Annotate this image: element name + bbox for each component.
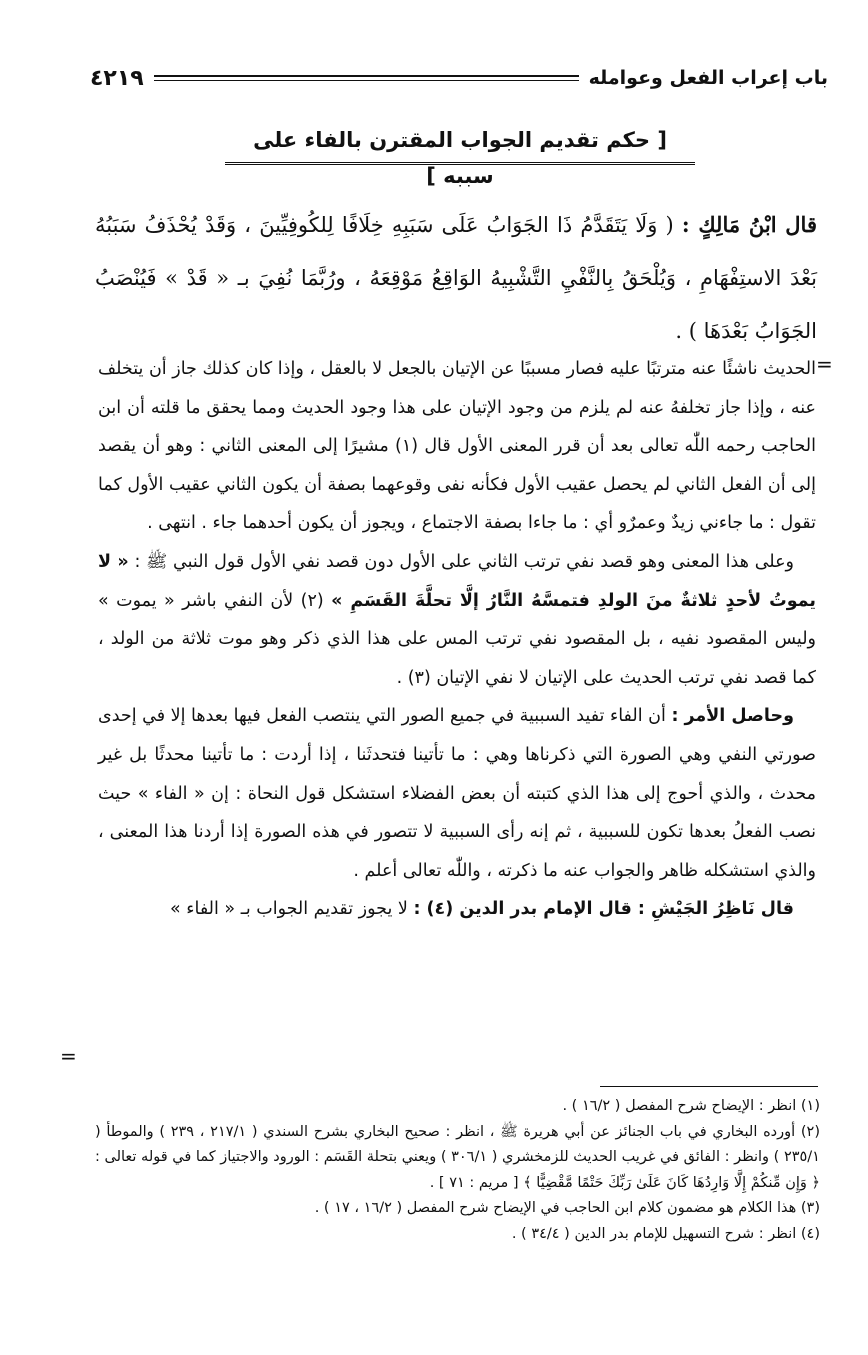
running-title: باب إعراب الفعل وعوامله <box>588 67 828 89</box>
matn-body: ( وَلَا يَتَقَدَّمُ ذَا الجَوَابُ عَلَى سَبَبِهِ خِلَافًا لِلكُوفِيِّينَ ، وَقَدْ يُحْذَفُ سَبَبُهُ بَعْدَ الاستِفْهَامِ ، وَيُلْحَقُ بِالنَّفْيِ التَّشْبِيهُ الوَاقِعُ مَوْقِعَهُ ، ورُبَّمَا نُفِيَ بـ « قَدْ » فَيُنْصَبُ الجَوَابُ بَعْدَهَا ) . <box>95 213 817 343</box>
p2-intro: وعلى هذا المعنى وهو قصد نفي ترتب الثاني على الأول دون قصد نفي الأول قول النبي ﷺ : <box>134 551 794 572</box>
commentary-paragraph-2 <box>98 543 816 697</box>
p3-lead: وحاصل الأمر : <box>671 706 794 727</box>
commentary <box>98 350 816 929</box>
footnote-3: (٣) هذا الكلام هو مضمون كلام ابن الحاجب في الإيضاح شرح المفصل ( ١٦/٢ ، ١٧ ) . <box>314 1200 820 1216</box>
matn-text <box>95 198 817 358</box>
p4-body: لا يجوز تقديم الجواب بـ « الفاء » <box>169 899 408 920</box>
continuation-mark-end: = <box>60 1044 77 1068</box>
p4-lead: قال نَاظِرُ الجَيْشِ : قال الإمام بدر الدين (٤) : <box>413 899 794 920</box>
footnote-1: (١) انظر : الإيضاح شرح المفصل ( ١٦/٢ ) . <box>562 1098 820 1114</box>
footnotes <box>95 1094 820 1247</box>
p3-body: أن الفاء تفيد السببية في جميع الصور التي ينتصب الفعل فيها بعدها إلا في إحدى صورتي النفي وهي الصورة التي ذكرناها وهي : ما تأتينا فتحدثَنا ، إذا أردت : ما تأتينا محدثًا بل غير محدث ، والذي أحوج إلى هذا الذي كتبته أن بعض الفضلاء استشكل قول النحاة : إن « الفاء » حيث نصب الفعلُ بعدها تكون للسببية ، ثم إنه رأى السببية لا تتصور في هذه الصورة إذا أردنا هذا المعنى ، والذي استشكله ظاهر والجواب عنه ما ذكرته ، واللّٰه تعالى أعلم . <box>98 706 816 881</box>
running-header <box>90 58 828 98</box>
footnote-2: (٢) أورده البخاري في باب الجنائز عن أبي هريرة ﷺ ، انظر : صحيح البخاري بشرح السندي ( ٢١٧/١ ، ٢٣٩ ) والموطأ ( ٢٣٥/١ ) وانظر : الفائق في غريب الحديث للزمخشري ( ٣٠٦/١ ) ويعني بتحلة القَسَم : الورود والاجتياز كما في قوله تعالى : ﴿ وَإِن مِّنكُمْ إِلَّا وَارِدُهَا كَانَ عَلَىٰ رَبِّكَ حَتْمًا مَّقْضِيًّا ﴾ [ مريم : ٧١ ] . <box>95 1123 820 1191</box>
header-rule <box>154 75 579 81</box>
section-title: [ حكم تقديم الجواب المقترن بالفاء على سببه ] <box>225 122 695 165</box>
page-number: ٤٢١٩ <box>90 65 144 91</box>
hadith-quote: « لا يموتُ لأحدٍ ثلاثةٌ منَ الولدِ فتمسَّهُ النَّارُ إلَّا تحلَّةَ القَسَمِ » <box>98 551 816 611</box>
footnote-4: (٤) انظر : شرح التسهيل للإمام بدر الدين ( ٣٤/٤ ) . <box>511 1225 820 1242</box>
footnote-rule <box>600 1086 818 1087</box>
p2-continuation: (٢) لأن النفي باشر « يموت » وليس المقصود نفيه ، بل المقصود نفي ترتب المس على هذا الذي ذكر وهو موت ثلاثة من الولد ، كما قصد نفي ترتب الحديث على الإتيان لا نفي الإتيان (٣) . <box>98 590 816 688</box>
commentary-paragraph-3 <box>98 697 816 890</box>
commentary-paragraph-4 <box>98 890 816 929</box>
continuation-mark-start: = <box>816 352 833 376</box>
matn-speaker: قال ابْنُ مَالِكٍ : <box>681 212 817 237</box>
commentary-paragraph-1: الحديث ناشئًا عنه مترتبًا عليه فصار مسببًا عن الإتيان بالجعل لا بالعقل ، وإذا كان كذلك جاز أن يتخلف عنه ، وإذا جاز تخلفهُ عنه لم يلزم من وجود الإتيان على هذا وجود الحديث ومما يحقق ما قلته أن ابن الحاجب رحمه اللّٰه تعالى بعد أن قرر المعنى الأول قال (١) مشيرًا إلى المعنى الثاني : وهو أن يقصد إلى أن الفعل الثاني لم يحصل عقيب الأول فكأنه نفى وقوعهما بصفة أن يكون الثاني عقيب الأول كما تقول : ما جاءني زيدٌ وعمرٌو أي : ما جاءا بصفة الاجتماع ، ويجوز أن يكون أحدهما جاء . انتهى . <box>98 359 816 534</box>
